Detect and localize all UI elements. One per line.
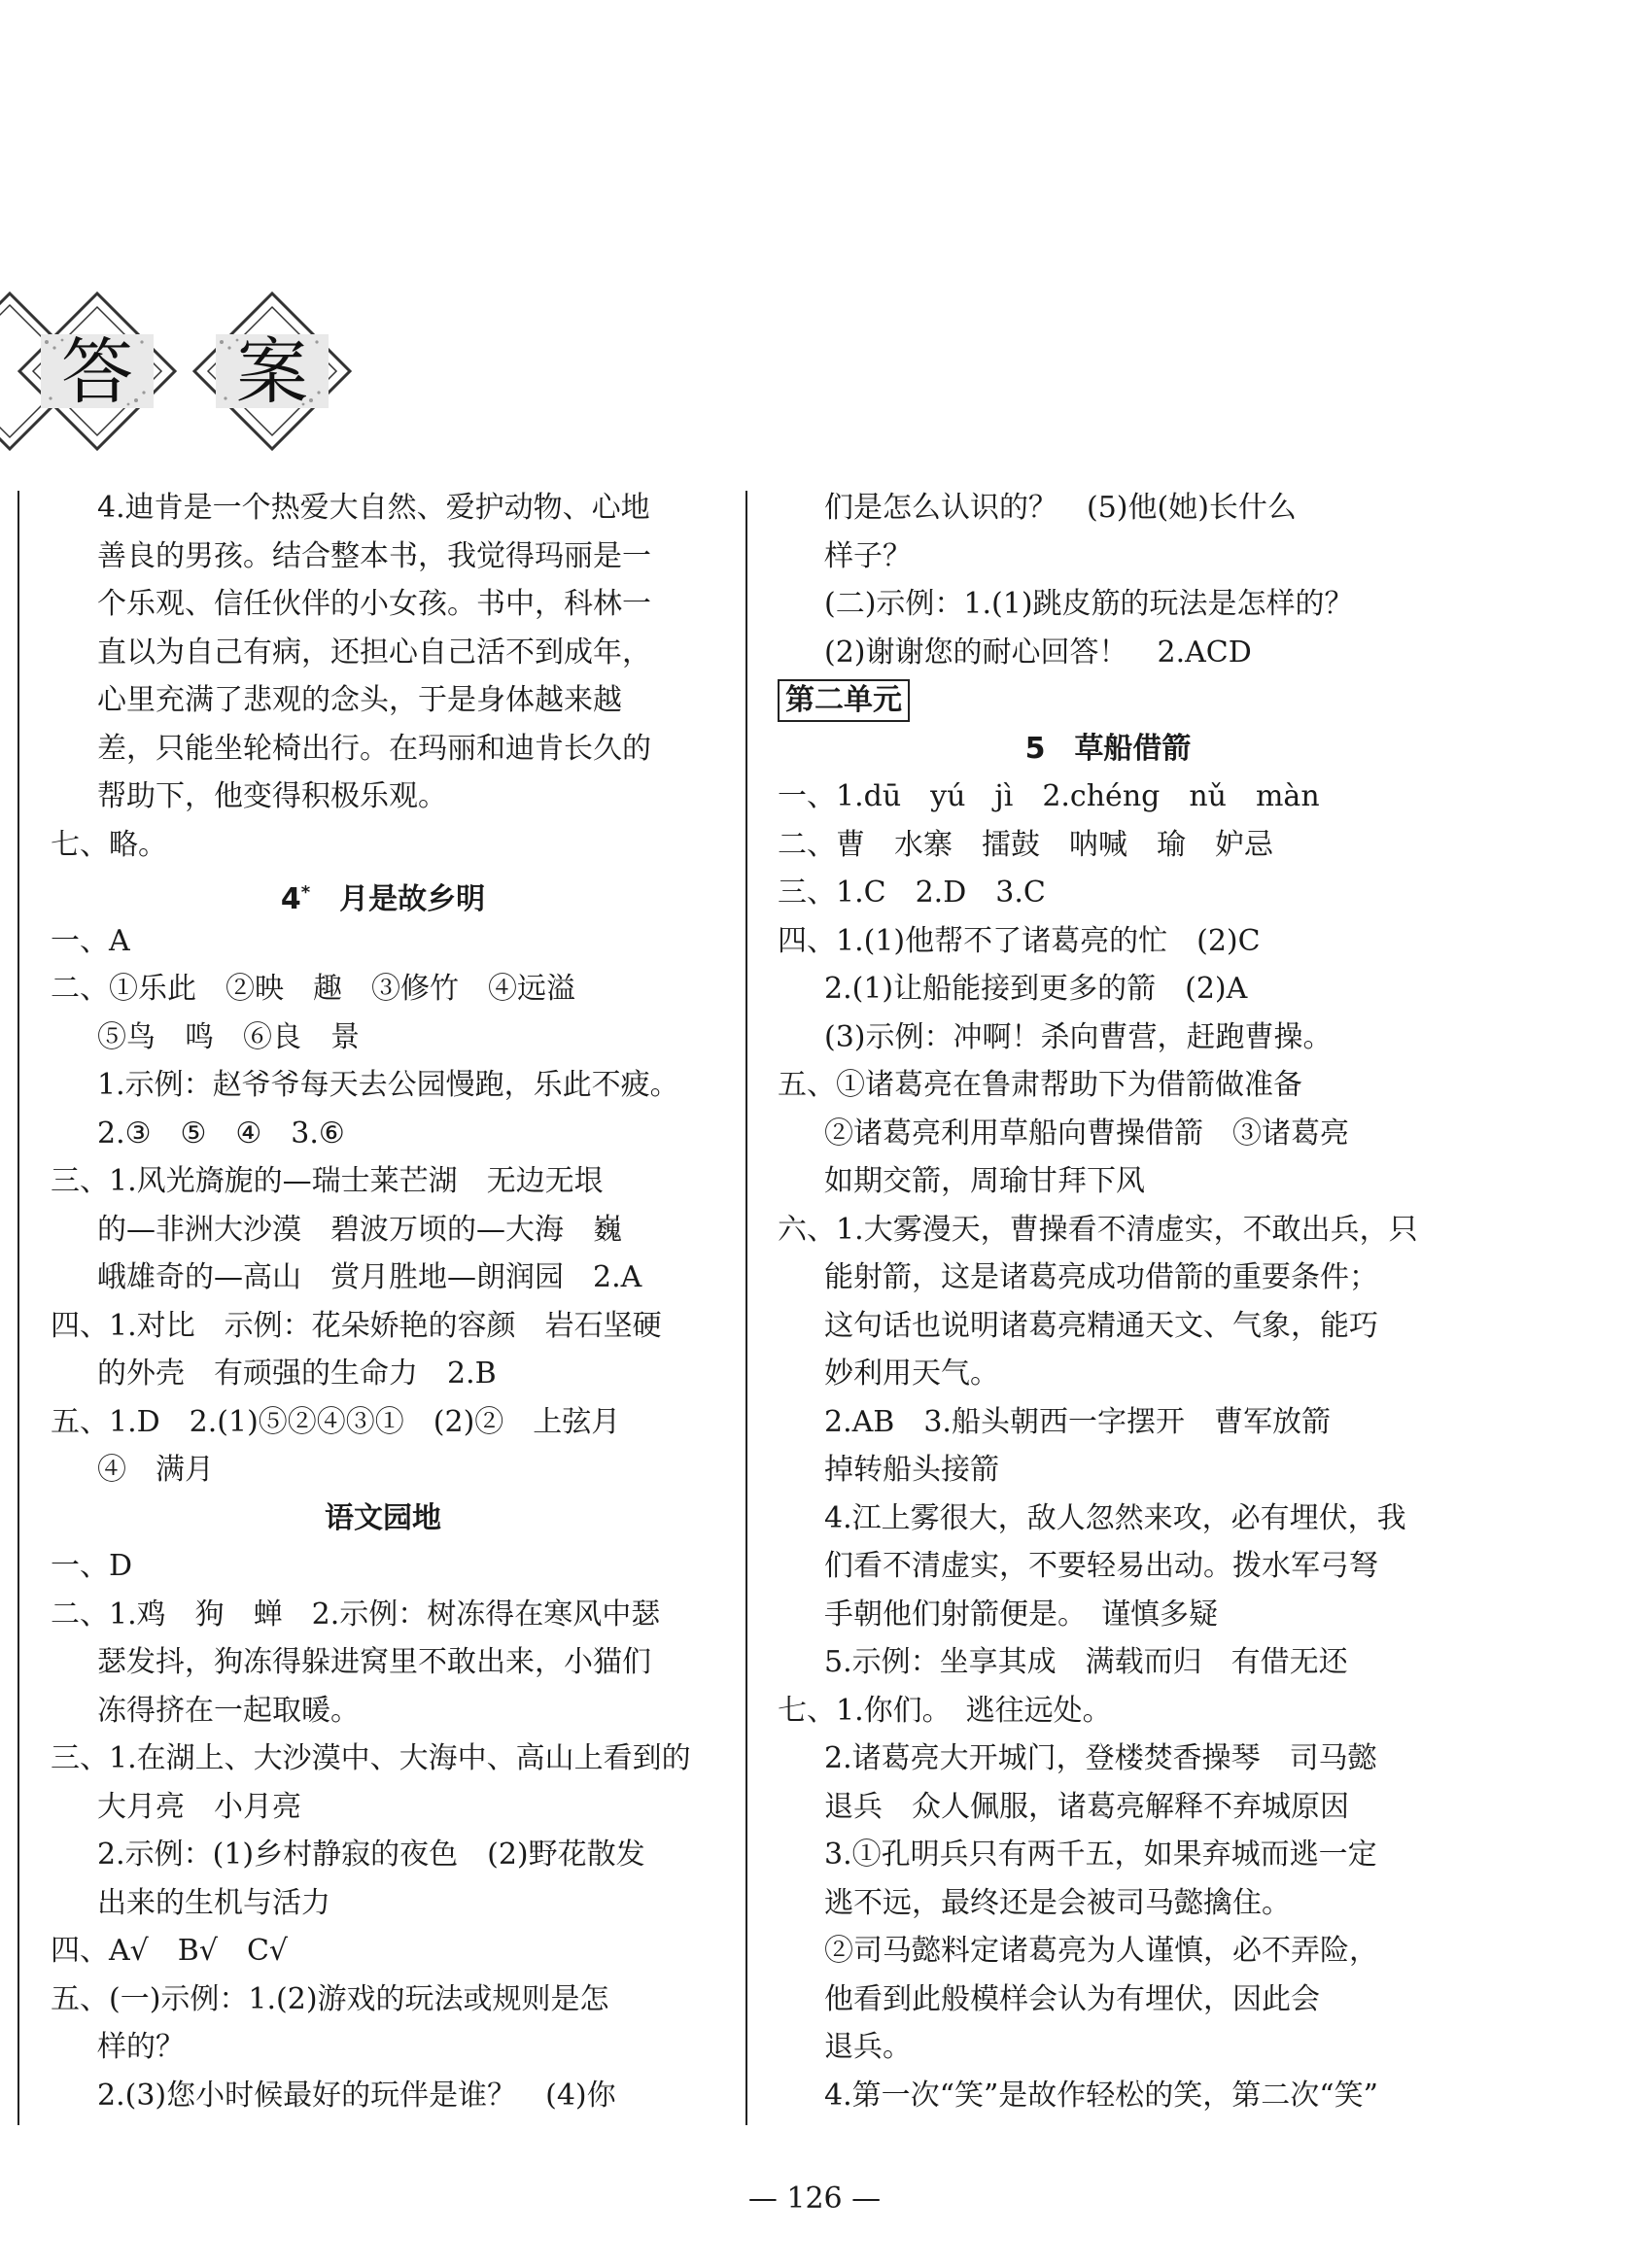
left-answers-lesson3 [51,484,715,869]
answer-line: 4.江上雾很大，敌人忽然来攻，必有埋伏，我 [824,1500,1406,1535]
answer-line: 2.(1)让船能接到更多的箭 (2)A [824,972,1248,1006]
answer-line: 六、1.大雾漫天，曹操看不清虚实，不敢出兵，只 [778,1212,1418,1247]
answer-line: 如期交箭，周瑜甘拜下风 [824,1164,1145,1198]
answer-line: 4.第一次“笑”是故作轻松的笑，第二次“笑” [824,2078,1378,2113]
answer-line: 3.①孔明兵只有两千五，如果弃城而逃一定 [824,1838,1377,1872]
answer-line: 差，只能坐轮椅出行。在玛丽和迪肯长久的 [97,731,651,766]
answer-line: (3)示例：冲啊！杀向曹营，赶跑曹操。 [824,1019,1333,1054]
answer-line: 五、(一)示例：1.(2)游戏的玩法或规则是怎 [51,1981,609,2016]
answer-line: 瑟发抖，狗冻得躲进窝里不敢出来，小猫们 [97,1645,651,1679]
answer-banner [0,284,379,459]
column-divider [745,491,747,2125]
banner-frame-2 [194,293,350,449]
answer-line: 三、1.风光旖旎的—瑞士莱芒湖 无边无垠 [51,1164,604,1198]
banner-frame-1 [19,293,175,449]
answer-line: 的外壳 有顽强的生命力 2.B [97,1357,497,1391]
answer-line: 4.迪肯是一个热爱大自然、爱护动物、心地 [97,491,650,525]
unit-title-box: 第二单元 [778,679,910,722]
left-answers-garden [51,1542,715,2119]
answer-line: 三、1.在湖上、大沙漠中、大海中、高山上看到的 [51,1741,691,1775]
answer-line: 冻得挤在一起取暖。 [97,1693,360,1728]
answer-line: 二、1.鸡 狗 蝉 2.示例：树冻得在寒风中瑟 [51,1597,661,1632]
answer-line: 帮助下，他变得积极乐观。 [97,779,447,813]
answer-line: (二)示例：1.(1)跳皮筋的玩法是怎样的？ [824,587,1354,621]
answer-line: 样的？ [97,2030,185,2064]
right-column [778,484,1438,2119]
answer-line: 五、①诸葛亮在鲁肃帮助下为借箭做准备 [778,1068,1302,1102]
answer-line: 四、1.(1)他帮不了诸葛亮的忙 (2)C [778,923,1261,958]
answer-line: 2.诸葛亮大开城门，登楼焚香操琴 司马懿 [824,1741,1377,1775]
lesson-4-number: 4 [280,882,301,916]
answer-line: 他看到此般模样会认为有埋伏，因此会 [824,1981,1320,2016]
left-margin-rule [17,491,19,2125]
answer-line: 手朝他们射箭便是。 谨慎多疑 [824,1597,1218,1632]
unit-heading-row [778,676,1438,725]
answer-line: 七、略。 [51,827,167,862]
answer-line: 退兵 众人佩服，诸葛亮解释不弃城原因 [824,1789,1349,1824]
answer-line: 退兵。 [824,2030,912,2064]
answer-line: 们看不清虚实，不要轻易出动。拨水军弓弩 [824,1549,1378,1583]
answer-line: 1.示例：赵爷爷每天去公园慢跑，乐此不疲。 [97,1068,679,1102]
answer-line: 善良的男孩。结合整本书，我觉得玛丽是一 [97,538,651,573]
lesson-4-mark: * [300,882,311,903]
lesson-4-heading [51,869,715,917]
answer-line: 2.示例：(1)乡村静寂的夜色 (2)野花散发 [97,1838,645,1872]
left-answers-lesson4 [51,917,715,1495]
answer-line: 五、1.D 2.(1)⑤②④③① (2)② 上弦月 [51,1404,621,1439]
answer-line: 掉转船头接箭 [824,1453,999,1487]
answer-line: 个乐观、信任伙伴的小女孩。书中，科林一 [97,587,651,621]
answer-line: 七、1.你们。 逃往远处。 [778,1693,1112,1728]
answer-line: 峨雄奇的—高山 赏月胜地—朗润园 2.A [97,1260,642,1294]
lesson-5-number: 5 [1024,731,1046,766]
answer-line: 妙利用天气。 [824,1357,999,1391]
answer-line: 四、1.对比 示例：花朵娇艳的容颜 岩石坚硬 [51,1308,662,1343]
right-answers-garden-cont [778,484,1438,676]
right-answers-lesson5 [778,773,1438,2119]
answer-line: (2)谢谢您的耐心回答！ 2.ACD [824,635,1252,670]
answer-line: 二、①乐此 ②映 趣 ③修竹 ④远溢 [51,972,575,1006]
answer-line: 心里充满了悲观的念头，于是身体越来越 [97,683,622,717]
answer-line: 2.③ ⑤ ④ 3.⑥ [97,1116,345,1151]
page-number: — 126 — [747,2182,882,2216]
answer-line: 三、1.C 2.D 3.C [778,876,1046,910]
answer-line: ②司马懿料定诸葛亮为人谨慎，必不弄险， [824,1934,1378,1968]
answer-line: 样子？ [824,538,912,573]
answer-line: 这句话也说明诸葛亮精通天文、气象，能巧 [824,1308,1378,1343]
answer-line: 一、1.dū yú jì 2.chéng nǔ màn [778,779,1320,813]
answer-line: 出来的生机与活力 [97,1885,330,1920]
answer-line: 能射箭，这是诸葛亮成功借箭的重要条件； [824,1260,1378,1294]
answer-line: ⑤鸟 鸣 ⑥良 景 [97,1019,360,1054]
lesson-5-title: 草船借箭 [1074,731,1192,766]
answer-line: 2.AB 3.船头朝西一字摆开 曹军放箭 [824,1404,1331,1439]
answer-line: 一、A [51,923,130,958]
lesson-4-title: 月是故乡明 [339,882,486,916]
answer-line: 一、D [51,1549,133,1583]
answer-line: ②诸葛亮利用草船向曹操借箭 ③诸葛亮 [824,1116,1349,1151]
answer-line: 二、曹 水寨 擂鼓 呐喊 瑜 妒忌 [778,827,1273,862]
answer-line: 直以为自己有病，还担心自己活不到成年， [97,635,651,670]
lesson-5-heading [778,725,1438,773]
answer-line: 们是怎么认识的？ (5)他(她)长什么 [824,491,1297,525]
banner-char-1: 答 [61,330,133,414]
answer-line: 的—非洲大沙漠 碧波万顷的—大海 巍 [97,1212,622,1247]
answer-line: ④ 满月 [97,1453,214,1487]
answer-line: 5.示例：坐享其成 满载而归 有借无还 [824,1645,1348,1679]
answer-line: 2.(3)您小时候最好的玩伴是谁？ (4)你 [97,2078,616,2113]
left-column [51,484,715,2119]
answer-line: 逃不远，最终还是会被司马懿擒住。 [824,1885,1291,1920]
garden-heading: 语文园地 [325,1500,441,1535]
answer-line: 四、A√ B√ C√ [51,1934,289,1968]
answer-line: 大月亮 小月亮 [97,1789,301,1824]
banner-char-2: 案 [236,330,308,414]
